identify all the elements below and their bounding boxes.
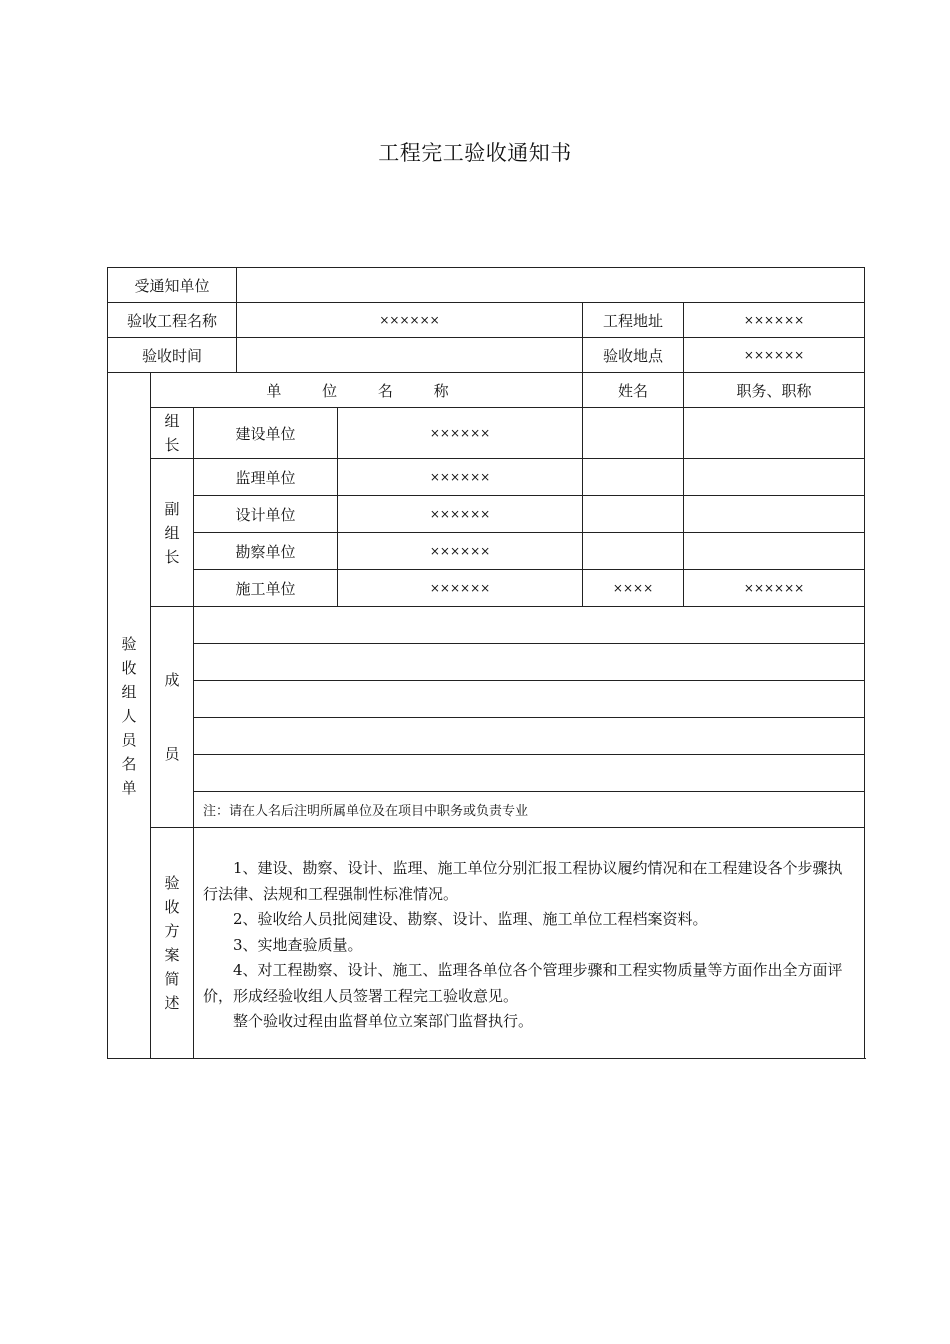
plan-description [194, 828, 865, 1059]
person-title-field[interactable] [684, 533, 865, 570]
table-row [108, 408, 865, 459]
column-header-name: 姓名 [583, 373, 684, 408]
acceptance-form-table [107, 267, 865, 1059]
table-row [108, 681, 865, 718]
unit-type-label: 监理单位 [194, 459, 338, 496]
document-title: 工程完工验收通知书 [378, 141, 572, 165]
table-row [108, 533, 865, 570]
column-header-unit: 单 位 名 称 [151, 373, 583, 408]
plan-section-text: 验 收 方 案 简 述 [164, 874, 180, 1012]
person-name-field[interactable] [583, 496, 684, 533]
member-label-text: 成 员 [164, 671, 180, 763]
plan-line: 2、验收给人员批阅建设、勘察、设计、监理、施工单位工程档案资料。 [233, 910, 708, 928]
table-row [108, 755, 865, 792]
plan-line: 4、对工程勘察、设计、施工、监理各单位各个管理步骤和工程实物质量等方面作出全方面评价，形成经验收组人员签署工程完工验收意见。 [203, 961, 843, 1005]
person-name-field[interactable]: ×××× [583, 570, 684, 607]
project-name-label: 验收工程名称 [108, 303, 237, 338]
plan-line: 整个验收过程由监督单位立案部门监督执行。 [233, 1012, 534, 1030]
table-row [108, 303, 865, 338]
column-header-title: 职务、职称 [684, 373, 865, 408]
plan-section-label [151, 828, 194, 1059]
member-entry-field[interactable] [194, 681, 865, 718]
person-name-field[interactable] [583, 533, 684, 570]
unit-name-field[interactable]: ×××××× [338, 570, 583, 607]
member-entry-field[interactable] [194, 644, 865, 681]
table-row [108, 718, 865, 755]
unit-type-label: 建设单位 [194, 408, 338, 459]
deputy-leader-label [151, 459, 194, 607]
notified-unit-label: 受通知单位 [108, 268, 237, 303]
person-title-field[interactable]: ×××××× [684, 570, 865, 607]
table-row [108, 792, 865, 828]
project-name-field[interactable]: ×××××× [237, 303, 583, 338]
acceptance-time-label: 验收时间 [108, 338, 237, 373]
table-row [108, 373, 865, 408]
member-entry-field[interactable] [194, 607, 865, 644]
leader-label [151, 408, 194, 459]
acceptance-time-field[interactable] [237, 338, 583, 373]
member-list-section-label [108, 373, 151, 1059]
unit-name-field[interactable]: ×××××× [338, 408, 583, 459]
person-name-field[interactable] [583, 408, 684, 459]
person-title-field[interactable] [684, 496, 865, 533]
person-title-field[interactable] [684, 408, 865, 459]
leader-label-text: 组 长 [164, 412, 180, 454]
table-row [108, 607, 865, 644]
notified-unit-field[interactable] [237, 268, 865, 303]
person-name-field[interactable] [583, 459, 684, 496]
unit-type-label: 设计单位 [194, 496, 338, 533]
project-address-label: 工程地址 [583, 303, 684, 338]
unit-name-field[interactable]: ×××××× [338, 533, 583, 570]
table-row [108, 496, 865, 533]
table-row [108, 459, 865, 496]
table-row [108, 268, 865, 303]
unit-name-field[interactable]: ×××××× [338, 496, 583, 533]
plan-line: 1、建设、勘察、设计、监理、施工单位分别汇报工程协议履约情况和在工程建设各个步骤执行法律、法规和工程强制性标准情况。 [203, 859, 843, 903]
deputy-leader-label-text: 副 组 长 [164, 499, 180, 566]
member-entry-field[interactable] [194, 755, 865, 792]
member-note: 注：请在人名后注明所属单位及在项目中职务或负责专业 [194, 792, 865, 828]
unit-type-label: 施工单位 [194, 570, 338, 607]
unit-name-field[interactable]: ×××××× [338, 459, 583, 496]
table-row [108, 570, 865, 607]
member-list-section-text: 验 收 组 人 员 名 单 [121, 634, 137, 797]
table-row [108, 644, 865, 681]
table-row [108, 338, 865, 373]
acceptance-location-field[interactable]: ×××××× [684, 338, 865, 373]
acceptance-location-label: 验收地点 [583, 338, 684, 373]
member-label [151, 607, 194, 828]
person-title-field[interactable] [684, 459, 865, 496]
project-address-field[interactable]: ×××××× [684, 303, 865, 338]
table-row [108, 828, 865, 1059]
unit-type-label: 勘察单位 [194, 533, 338, 570]
plan-line: 3、实地查验质量。 [233, 935, 363, 954]
member-entry-field[interactable] [194, 718, 865, 755]
